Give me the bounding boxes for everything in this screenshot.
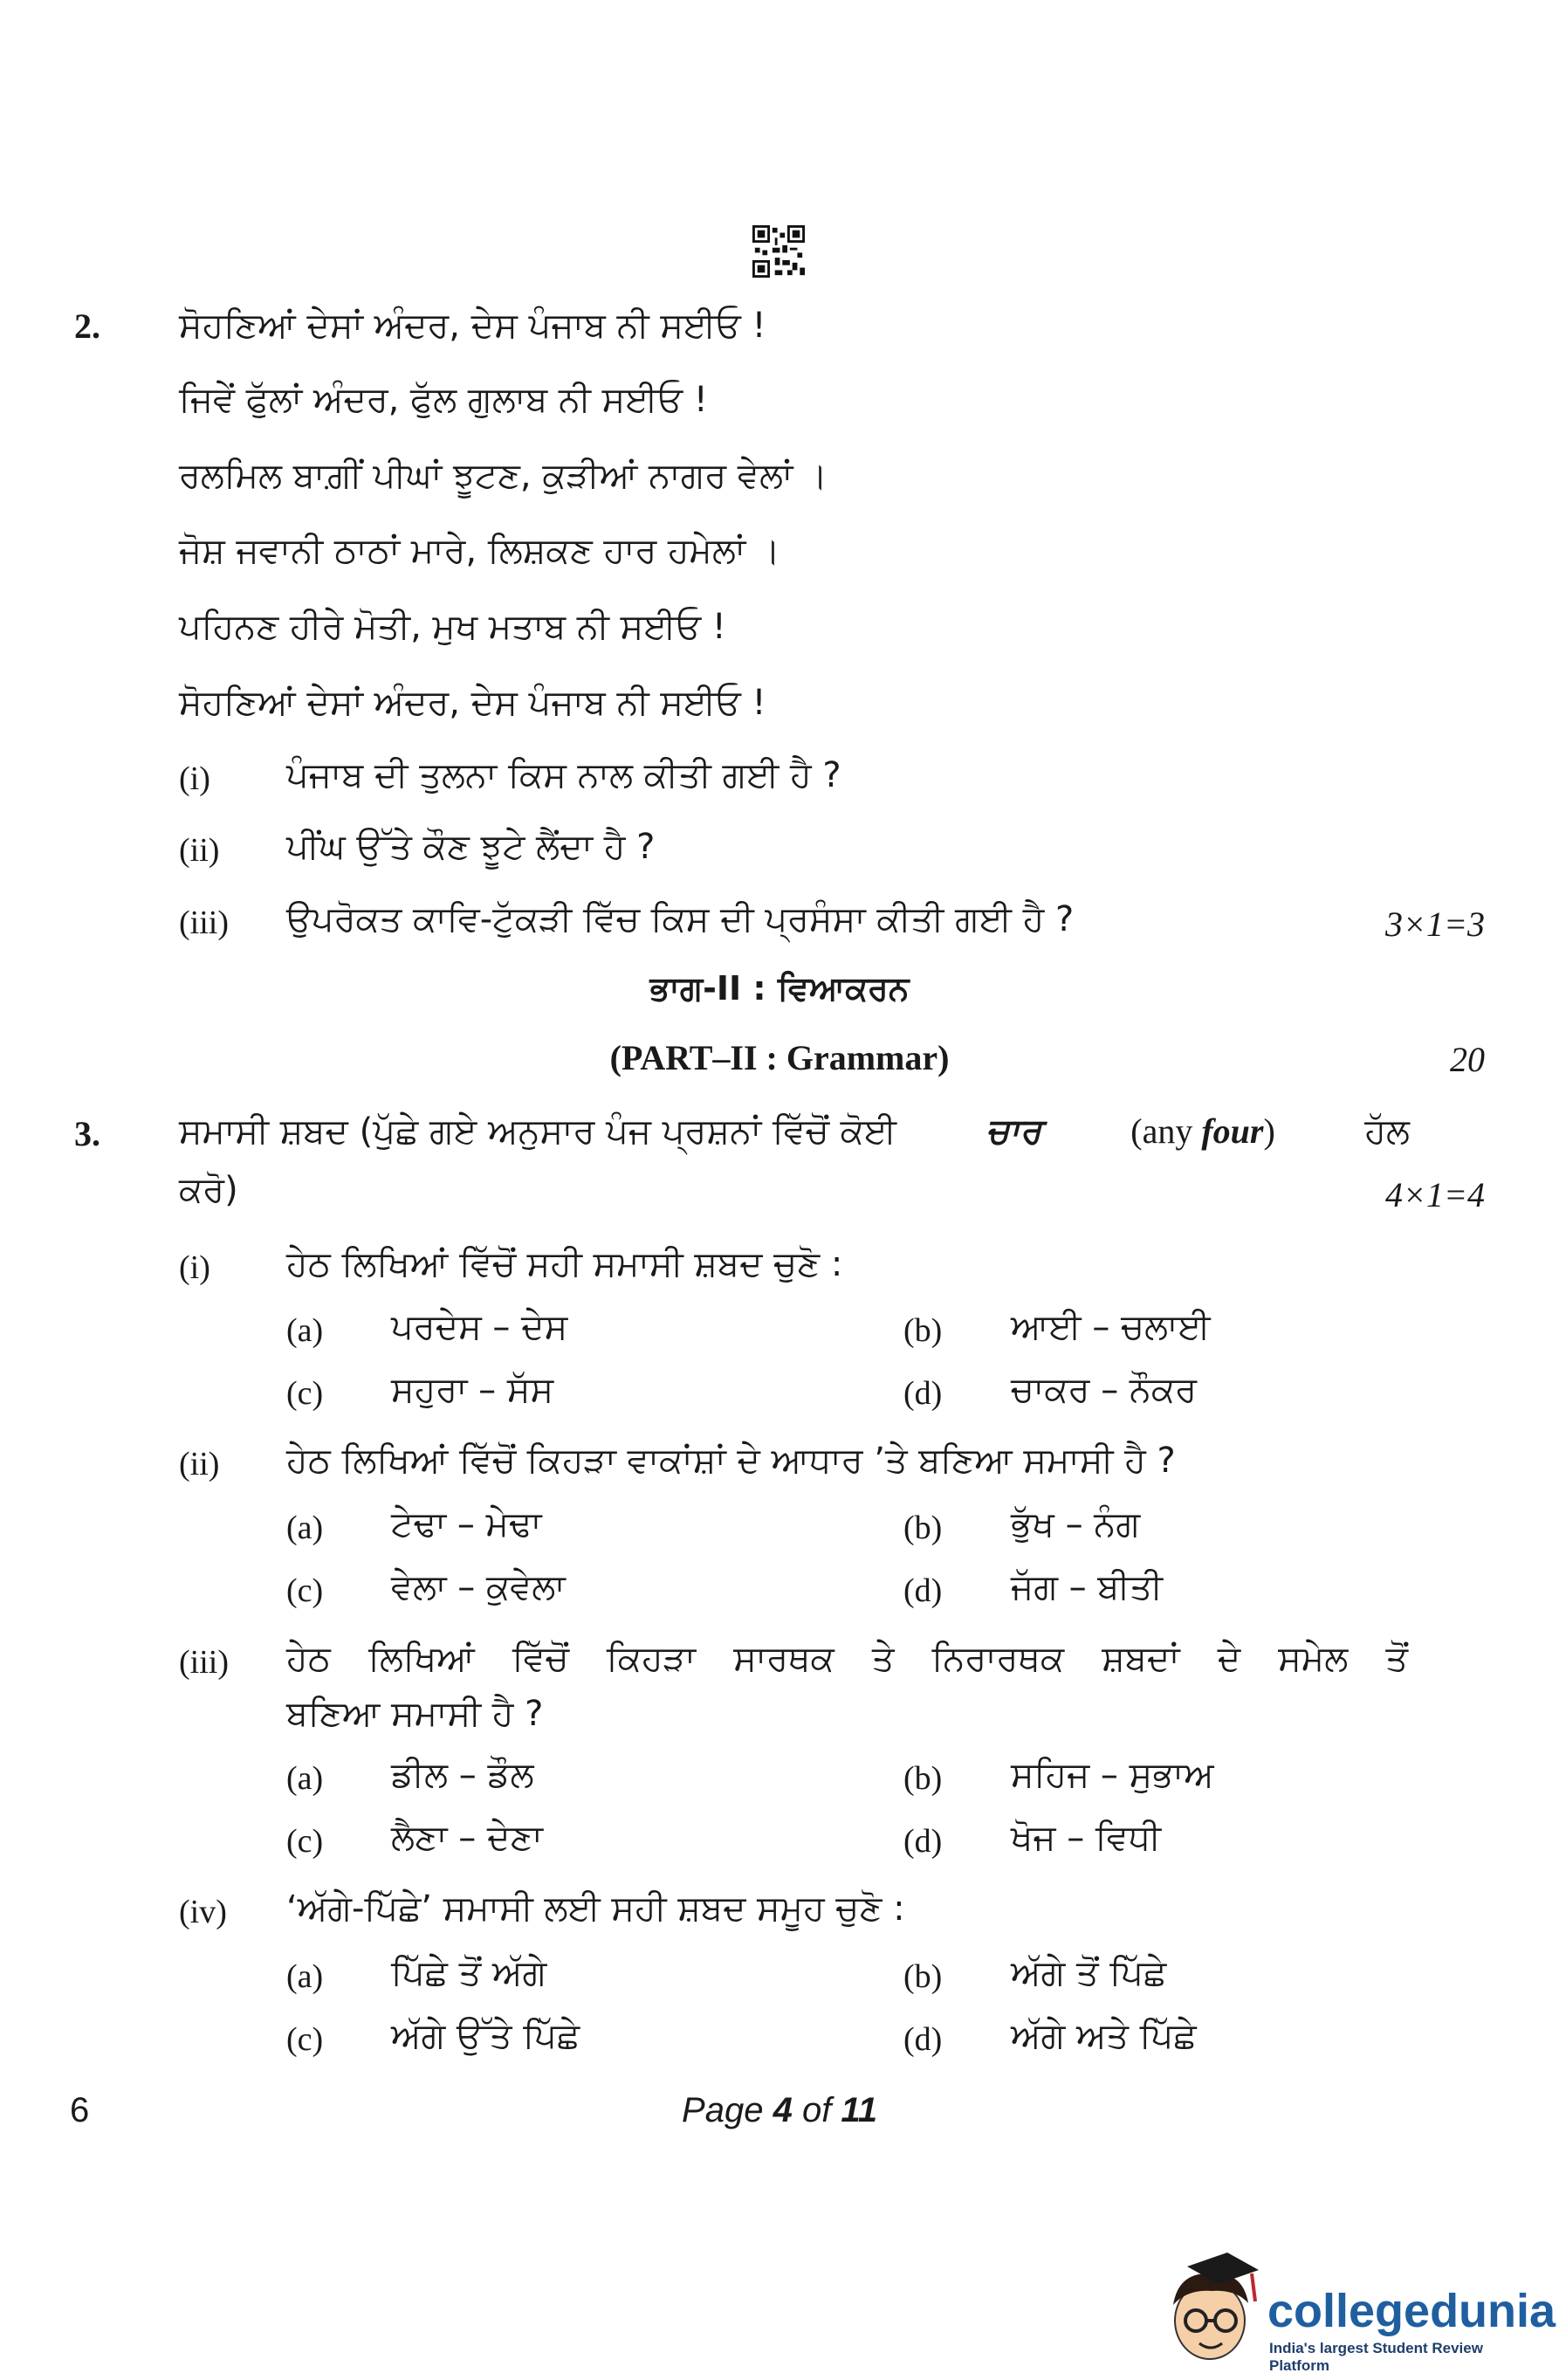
poem-line-2: ਜਿਵੇਂ ਫੁੱਲਾਂ ਅੰਦਰ, ਫੁੱਲ ਗੁਲਾਬ ਨੀ ਸਈਓ ! [179, 380, 708, 420]
option-text: ਚਾਕਰ – ਨੌਕਰ [1011, 1370, 1197, 1410]
sub-question-text: ਉਪਰੋਕਤ ਕਾਵਿ-ਟੁੱਕੜੀ ਵਿੱਚ ਕਿਸ ਦੀ ਪ੍ਰਸੰਸਾ ਕੀਤੀ ਗਈ ਹੈ ? [286, 899, 1075, 939]
sub-label: (i) [179, 760, 210, 797]
marks-q3: 4×1=4 [1385, 1175, 1485, 1214]
option-label: (a) [286, 1312, 324, 1349]
logo-tagline: India's largest Student Review Platform [1269, 2340, 1483, 2374]
part-heading-punjabi: ਭਾਗ-II : ਵਿਆਕਰਨ [649, 969, 910, 1008]
option-text: ਖੋਜ – ਵਿਧੀ [1011, 1818, 1162, 1858]
option-text: ਪਿੱਛੇ ਤੋਂ ਅੱਗੇ [391, 1953, 547, 1993]
option-label: (a) [286, 1958, 324, 1995]
marks-q2: 3×1=3 [1385, 905, 1485, 944]
sub-label: (iii) [179, 905, 229, 941]
option-text: ਟੇਢਾ – ਮੇਢਾ [391, 1504, 542, 1544]
page-total: 11 [841, 2091, 877, 2129]
option-label: (d) [903, 1375, 943, 1412]
option-label: (b) [903, 1510, 943, 1546]
sub-question-text: ਹੇਠ ਲਿਖਿਆਂ ਵਿੱਚੋਂ ਕਿਹੜਾ ਵਾਕਾਂਸ਼ਾਂ ਦੇ ਆਧਾਰ ’ਤੇ ਬਣਿਆ ਸਮਾਸੀ ਹੈ ? [286, 1441, 1176, 1481]
sub-label: (iv) [179, 1894, 227, 1930]
question-number-3: 3. [74, 1114, 100, 1153]
page-prefix: Page [682, 2091, 773, 2129]
option-label: (b) [903, 1958, 943, 1995]
page-current: 4 [773, 2091, 793, 2129]
option-label: (d) [903, 2021, 943, 2058]
sub-question-text: ਪੰਜਾਬ ਦੀ ਤੁਲਨਾ ਕਿਸ ਨਾਲ ਕੀਤੀ ਗਈ ਹੈ ? [286, 755, 841, 795]
option-text: ਡੀਲ – ਡੌਲ [391, 1755, 534, 1795]
option-text: ਲੈਣਾ – ਦੇਣਾ [391, 1818, 543, 1858]
sub-question-text-line2: ਬਣਿਆ ਸਮਾਸੀ ਹੈ ? [286, 1694, 544, 1734]
instruction-english [1130, 1111, 1275, 1152]
poem-line-5: ਪਹਿਨਣ ਹੀਰੇ ਮੋਤੀ, ਮੁਖ ਮਤਾਬ ਨੀ ਸਈਓ ! [179, 607, 726, 647]
option-text: ਸਹਿਜ – ਸੁਭਾਅ [1011, 1755, 1214, 1795]
sub-question-text: ‘ਅੱਗੇ-ਪਿੱਛੇ’ ਸਮਾਸੀ ਲਈ ਸਹੀ ਸ਼ਬਦ ਸਮੂਹ ਚੁਣੋ : [286, 1888, 905, 1929]
sub-label: (ii) [179, 832, 220, 869]
collegedunia-logo [1161, 2253, 1556, 2374]
option-label: (b) [903, 1760, 943, 1797]
question-number-2: 2. [74, 306, 100, 346]
option-label: (c) [286, 1823, 324, 1860]
poem-line-4: ਜੋਸ਼ ਜਵਾਨੀ ਠਾਠਾਂ ਮਾਰੇ, ਲਿਸ਼ਕਣ ਹਾਰ ਹਮੇਲਾਂ । [179, 531, 780, 571]
student-mascot-icon [1161, 2253, 1266, 2366]
logo-name: collegedunia [1267, 2285, 1556, 2337]
option-text: ਜੱਗ – ਬੀਤੀ [1011, 1567, 1164, 1607]
poem-line-3: ਰਲਮਿਲ ਬਾਗ਼ੀਂ ਪੀਘਾਂ ਝੂਟਣ, ਕੁੜੀਆਂ ਨਾਗਰ ਵੇਲਾਂ । [179, 456, 828, 496]
instruction-end: ਹੱਲ [1364, 1111, 1410, 1152]
option-label: (c) [286, 1375, 324, 1412]
sub-label: (ii) [179, 1446, 220, 1482]
instruction-en-bold: four [1201, 1111, 1264, 1151]
sub-label: (iii) [179, 1644, 229, 1681]
option-label: (a) [286, 1510, 324, 1546]
footer-code: 6 [70, 2091, 90, 2129]
option-text: ਅੱਗੇ ਤੋਂ ਪਿੱਛੇ [1011, 1953, 1167, 1993]
option-label: (c) [286, 1572, 324, 1609]
question-3-instruction-line2: ਕਰੋ) [179, 1170, 238, 1210]
page-number [0, 2091, 1559, 2130]
option-text: ਵੇਲਾ – ਕੁਵੇਲਾ [391, 1567, 566, 1607]
instruction-en-post: ) [1263, 1111, 1275, 1151]
instruction-text: ਸਮਾਸੀ ਸ਼ਬਦ (ਪੁੱਛੇ ਗਏ ਅਨੁਸਾਰ ਪੰਜ ਪ੍ਰਸ਼ਨਾਂ ਵਿੱਚੋਂ ਕੋਈ [179, 1111, 897, 1152]
poem-line-6: ਸੋਹਣਿਆਂ ਦੇਸਾਂ ਅੰਦਰ, ਦੇਸ ਪੰਜਾਬ ਨੀ ਸਈਓ ! [179, 683, 766, 723]
part-heading-english: (PART–II : Grammar) [609, 1038, 950, 1077]
question-3-instruction [179, 1111, 1410, 1152]
option-text: ਆਈ – ਚਲਾਈ [1011, 1307, 1211, 1347]
option-text: ਅੱਗੇ ਅਤੇ ਪਿੱਛੇ [1011, 2016, 1197, 2056]
option-label: (a) [286, 1760, 324, 1797]
qr-code-icon [752, 225, 805, 278]
option-label: (d) [903, 1572, 943, 1609]
option-label: (b) [903, 1312, 943, 1349]
option-label: (c) [286, 2021, 324, 2058]
sub-label: (i) [179, 1249, 210, 1286]
page-of: of [792, 2091, 841, 2129]
sub-question-text: ਹੇਠ ਲਿਖਿਆਂ ਵਿੱਚੋਂ ਸਹੀ ਸਮਾਸੀ ਸ਼ਬਦ ਚੁਣੋ : [286, 1244, 843, 1284]
sub-question-text: ਹੇਠ ਲਿਖਿਆਂ ਵਿੱਚੋਂ ਕਿਹੜਾ ਸਾਰਥਕ ਤੇ ਨਿਰਾਰਥਕ ਸ਼ਬਦਾਂ ਦੇ ਸਮੇਲ ਤੋਂ [286, 1639, 1408, 1679]
instruction-en-pre: (any [1130, 1111, 1193, 1151]
option-text: ਭੁੱਖ – ਨੰਗ [1011, 1504, 1141, 1544]
option-text: ਸਹੁਰਾ – ਸੱਸ [391, 1370, 554, 1410]
instruction-bold-word: ਚਾਰ [986, 1111, 1041, 1152]
option-text: ਅੱਗੇ ਉੱਤੇ ਪਿੱਛੇ [391, 2016, 580, 2056]
option-text: ਪਰਦੇਸ – ਦੇਸ [391, 1307, 568, 1347]
option-label: (d) [903, 1823, 943, 1860]
sub-question-text: ਪੀਂਘ ਉੱਤੇ ਕੌਣ ਝੂਟੇ ਲੈਂਦਾ ਹੈ ? [286, 827, 656, 867]
marks-part2: 20 [1450, 1040, 1485, 1079]
poem-line-1: ਸੋਹਣਿਆਂ ਦੇਸਾਂ ਅੰਦਰ, ਦੇਸ ਪੰਜਾਬ ਨੀ ਸਈਓ ! [179, 306, 766, 346]
